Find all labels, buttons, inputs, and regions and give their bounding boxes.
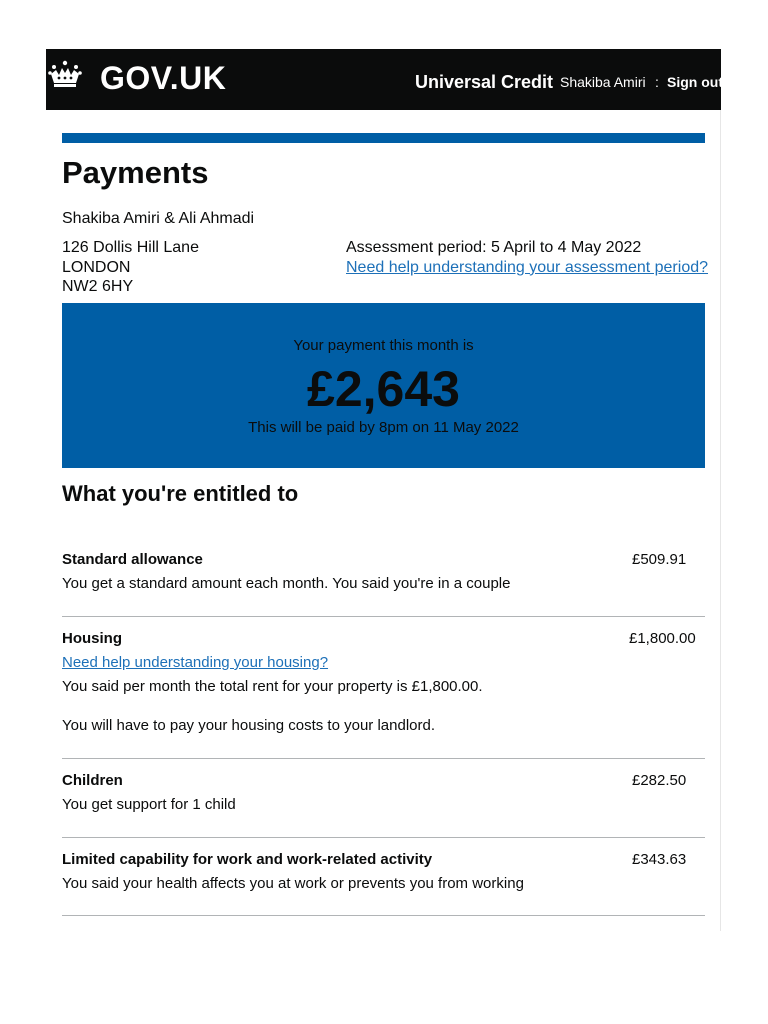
entitlement-detail: You will have to pay your housing costs to your landlord.: [62, 717, 436, 734]
assessment-help-link[interactable]: Need help understanding your assessment period?: [346, 258, 709, 276]
crown-icon: [48, 60, 82, 88]
entitlement-row-limited-capability: [62, 850, 705, 916]
payment-date: This will be paid by 8pm on 11 May 2022: [248, 419, 519, 436]
payment-amount: £2,643: [307, 361, 460, 417]
sign-out-link[interactable]: Sign out: [667, 74, 723, 90]
entitlement-detail: You get support for 1 child: [62, 796, 236, 813]
payment-panel: [62, 303, 705, 468]
entitlement-name: Children: [62, 772, 123, 789]
gov-uk-logo[interactable]: GOV.UK: [100, 60, 227, 96]
entitlement-name: Housing: [62, 630, 122, 647]
entitlement-name: Standard allowance: [62, 551, 203, 568]
service-name[interactable]: Universal Credit: [415, 72, 554, 92]
assessment-period: Assessment period: 5 April to 4 May 2022: [346, 239, 642, 256]
entitlement-detail: You said per month the total rent for your property is £1,800.00.: [62, 678, 483, 695]
entitlement-amount: £282.50: [632, 772, 687, 789]
title-accent-bar: [62, 133, 705, 143]
entitlement-row-housing: [62, 629, 705, 759]
address-line: NW2 6HY: [62, 278, 134, 295]
entitlement-amount: £509.91: [632, 551, 687, 568]
payment-label: Your payment this month is: [293, 337, 474, 354]
assessment-period-block: [346, 238, 708, 277]
entitlement-name: Limited capability for work and work-related activity: [62, 851, 433, 868]
site-header: [46, 49, 721, 110]
housing-help-link[interactable]: Need help understanding your housing?: [62, 654, 329, 671]
entitlement-amount: £1,800.00: [629, 630, 696, 647]
address-line: LONDON: [62, 258, 131, 276]
claimant-address: [62, 238, 199, 297]
signed-in-user: Shakiba Amiri: [560, 74, 646, 90]
address-line: 126 Dollis Hill Lane: [62, 239, 199, 256]
entitlement-row-children: [62, 771, 705, 838]
entitlement-amount: £343.63: [632, 851, 687, 868]
entitlement-detail: You said your health affects you at work or prevents you from working: [62, 875, 524, 892]
entitlement-detail: You get a standard amount each month. You said you're in a couple: [62, 575, 511, 592]
page-frame: [46, 49, 721, 931]
page-title: Payments: [62, 155, 209, 190]
entitlement-row-standard-allowance: [62, 550, 705, 617]
entitlements-heading: What you're entitled to: [62, 481, 299, 506]
user-separator: :: [655, 74, 659, 90]
claimant-names: Shakiba Amiri & Ali Ahmadi: [62, 210, 255, 227]
